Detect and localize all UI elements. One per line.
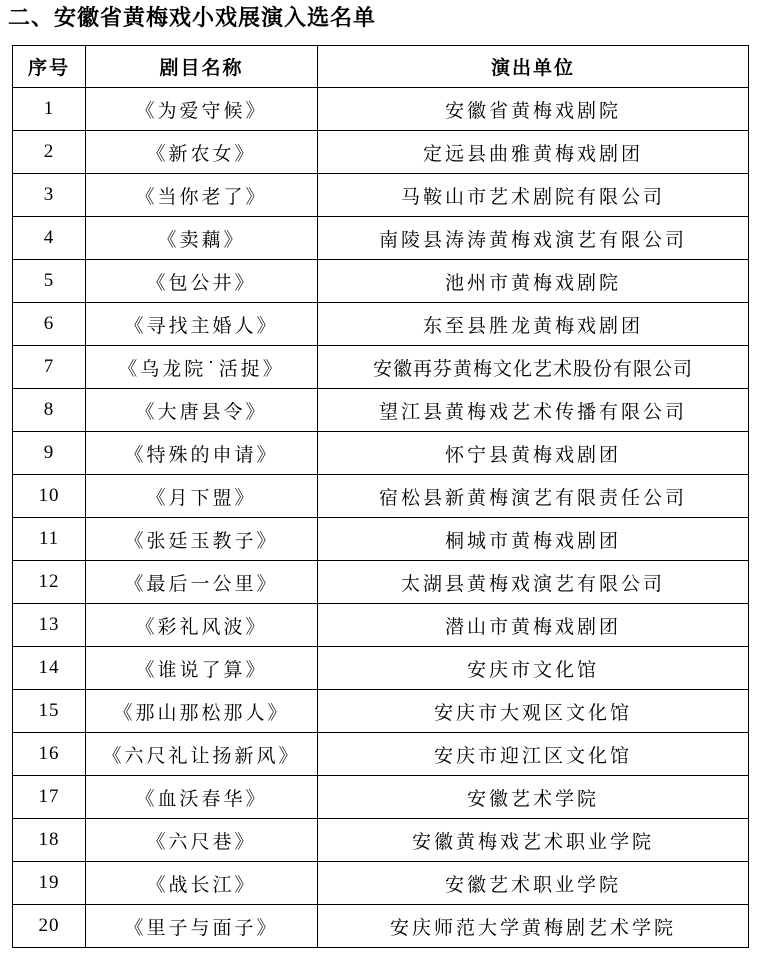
play-title: 《六尺巷》 (86, 819, 318, 862)
play-title: 《血沃春华》 (86, 776, 318, 819)
serial-number: 7 (13, 346, 86, 389)
serial-number: 19 (13, 862, 86, 905)
performing-unit: 安徽再芬黄梅文化艺术股份有限公司 (318, 346, 749, 389)
play-title: 《那山那松那人》 (86, 690, 318, 733)
performing-unit: 安庆市大观区文化馆 (318, 690, 749, 733)
play-title: 《彩礼风波》 (86, 604, 318, 647)
table-row (13, 432, 749, 475)
serial-number: 18 (13, 819, 86, 862)
serial-number: 15 (13, 690, 86, 733)
serial-number: 16 (13, 733, 86, 776)
serial-number: 2 (13, 131, 86, 174)
performing-unit: 太湖县黄梅戏演艺有限公司 (318, 561, 749, 604)
play-title: 《包公井》 (86, 260, 318, 303)
play-title: 《战长江》 (86, 862, 318, 905)
section-heading: 二、安徽省黄梅戏小戏展演入选名单 (8, 6, 377, 31)
performing-unit: 望江县黄梅戏艺术传播有限公司 (318, 389, 749, 432)
play-title: 《月下盟》 (86, 475, 318, 518)
play-title: 《当你老了》 (86, 174, 318, 217)
table-row (13, 776, 749, 819)
performing-unit: 安徽艺术职业学院 (318, 862, 749, 905)
serial-number: 14 (13, 647, 86, 690)
serial-number: 6 (13, 303, 86, 346)
performing-unit: 宿松县新黄梅演艺有限责任公司 (318, 475, 749, 518)
table-row (13, 518, 749, 561)
play-title: 《谁说了算》 (86, 647, 318, 690)
play-title: 《张廷玉教子》 (86, 518, 318, 561)
play-title: 《为爱守候》 (86, 88, 318, 131)
serial-number: 17 (13, 776, 86, 819)
performing-unit: 马鞍山市艺术剧院有限公司 (318, 174, 749, 217)
header-play-title: 剧目名称 (86, 46, 318, 88)
performing-unit: 潜山市黄梅戏剧团 (318, 604, 749, 647)
play-title: 《最后一公里》 (86, 561, 318, 604)
header-serial-number: 序号 (13, 46, 86, 88)
play-title: 《新农女》 (86, 131, 318, 174)
play-title: 《卖藕》 (86, 217, 318, 260)
performing-unit: 安庆市文化馆 (318, 647, 749, 690)
table-row (13, 88, 749, 131)
serial-number: 4 (13, 217, 86, 260)
table-row (13, 217, 749, 260)
table-row (13, 733, 749, 776)
table-row (13, 690, 749, 733)
performing-unit: 东至县胜龙黄梅戏剧团 (318, 303, 749, 346)
table-row (13, 905, 749, 948)
play-title: 《六尺礼让扬新风》 (86, 733, 318, 776)
play-title: 《里子与面子》 (86, 905, 318, 948)
table-row (13, 862, 749, 905)
table-row (13, 389, 749, 432)
performing-unit: 安徽黄梅戏艺术职业学院 (318, 819, 749, 862)
play-title: 《大唐县令》 (86, 389, 318, 432)
performing-unit: 定远县曲雅黄梅戏剧团 (318, 131, 749, 174)
serial-number: 1 (13, 88, 86, 131)
header-performing-unit: 演出单位 (318, 46, 749, 88)
table-row (13, 475, 749, 518)
serial-number: 8 (13, 389, 86, 432)
serial-number: 10 (13, 475, 86, 518)
serial-number: 13 (13, 604, 86, 647)
performing-unit: 怀宁县黄梅戏剧团 (318, 432, 749, 475)
performing-unit: 池州市黄梅戏剧院 (318, 260, 749, 303)
table-row (13, 346, 749, 389)
selection-table (12, 45, 749, 948)
serial-number: 9 (13, 432, 86, 475)
performing-unit: 安徽省黄梅戏剧院 (318, 88, 749, 131)
performing-unit: 安庆师范大学黄梅剧艺术学院 (318, 905, 749, 948)
table-header-row (13, 46, 749, 88)
play-title: 《特殊的申请》 (86, 432, 318, 475)
performing-unit: 安庆市迎江区文化馆 (318, 733, 749, 776)
table-row (13, 819, 749, 862)
table-row (13, 174, 749, 217)
serial-number: 3 (13, 174, 86, 217)
serial-number: 11 (13, 518, 86, 561)
table-row (13, 561, 749, 604)
serial-number: 5 (13, 260, 86, 303)
table-row (13, 647, 749, 690)
serial-number: 20 (13, 905, 86, 948)
performing-unit: 安徽艺术学院 (318, 776, 749, 819)
performing-unit: 桐城市黄梅戏剧团 (318, 518, 749, 561)
table-row (13, 604, 749, 647)
play-title: 《乌龙院˙活捉》 (86, 346, 318, 389)
table-row (13, 131, 749, 174)
performing-unit: 南陵县涛涛黄梅戏演艺有限公司 (318, 217, 749, 260)
play-title: 《寻找主婚人》 (86, 303, 318, 346)
serial-number: 12 (13, 561, 86, 604)
table-row (13, 303, 749, 346)
table-row (13, 260, 749, 303)
